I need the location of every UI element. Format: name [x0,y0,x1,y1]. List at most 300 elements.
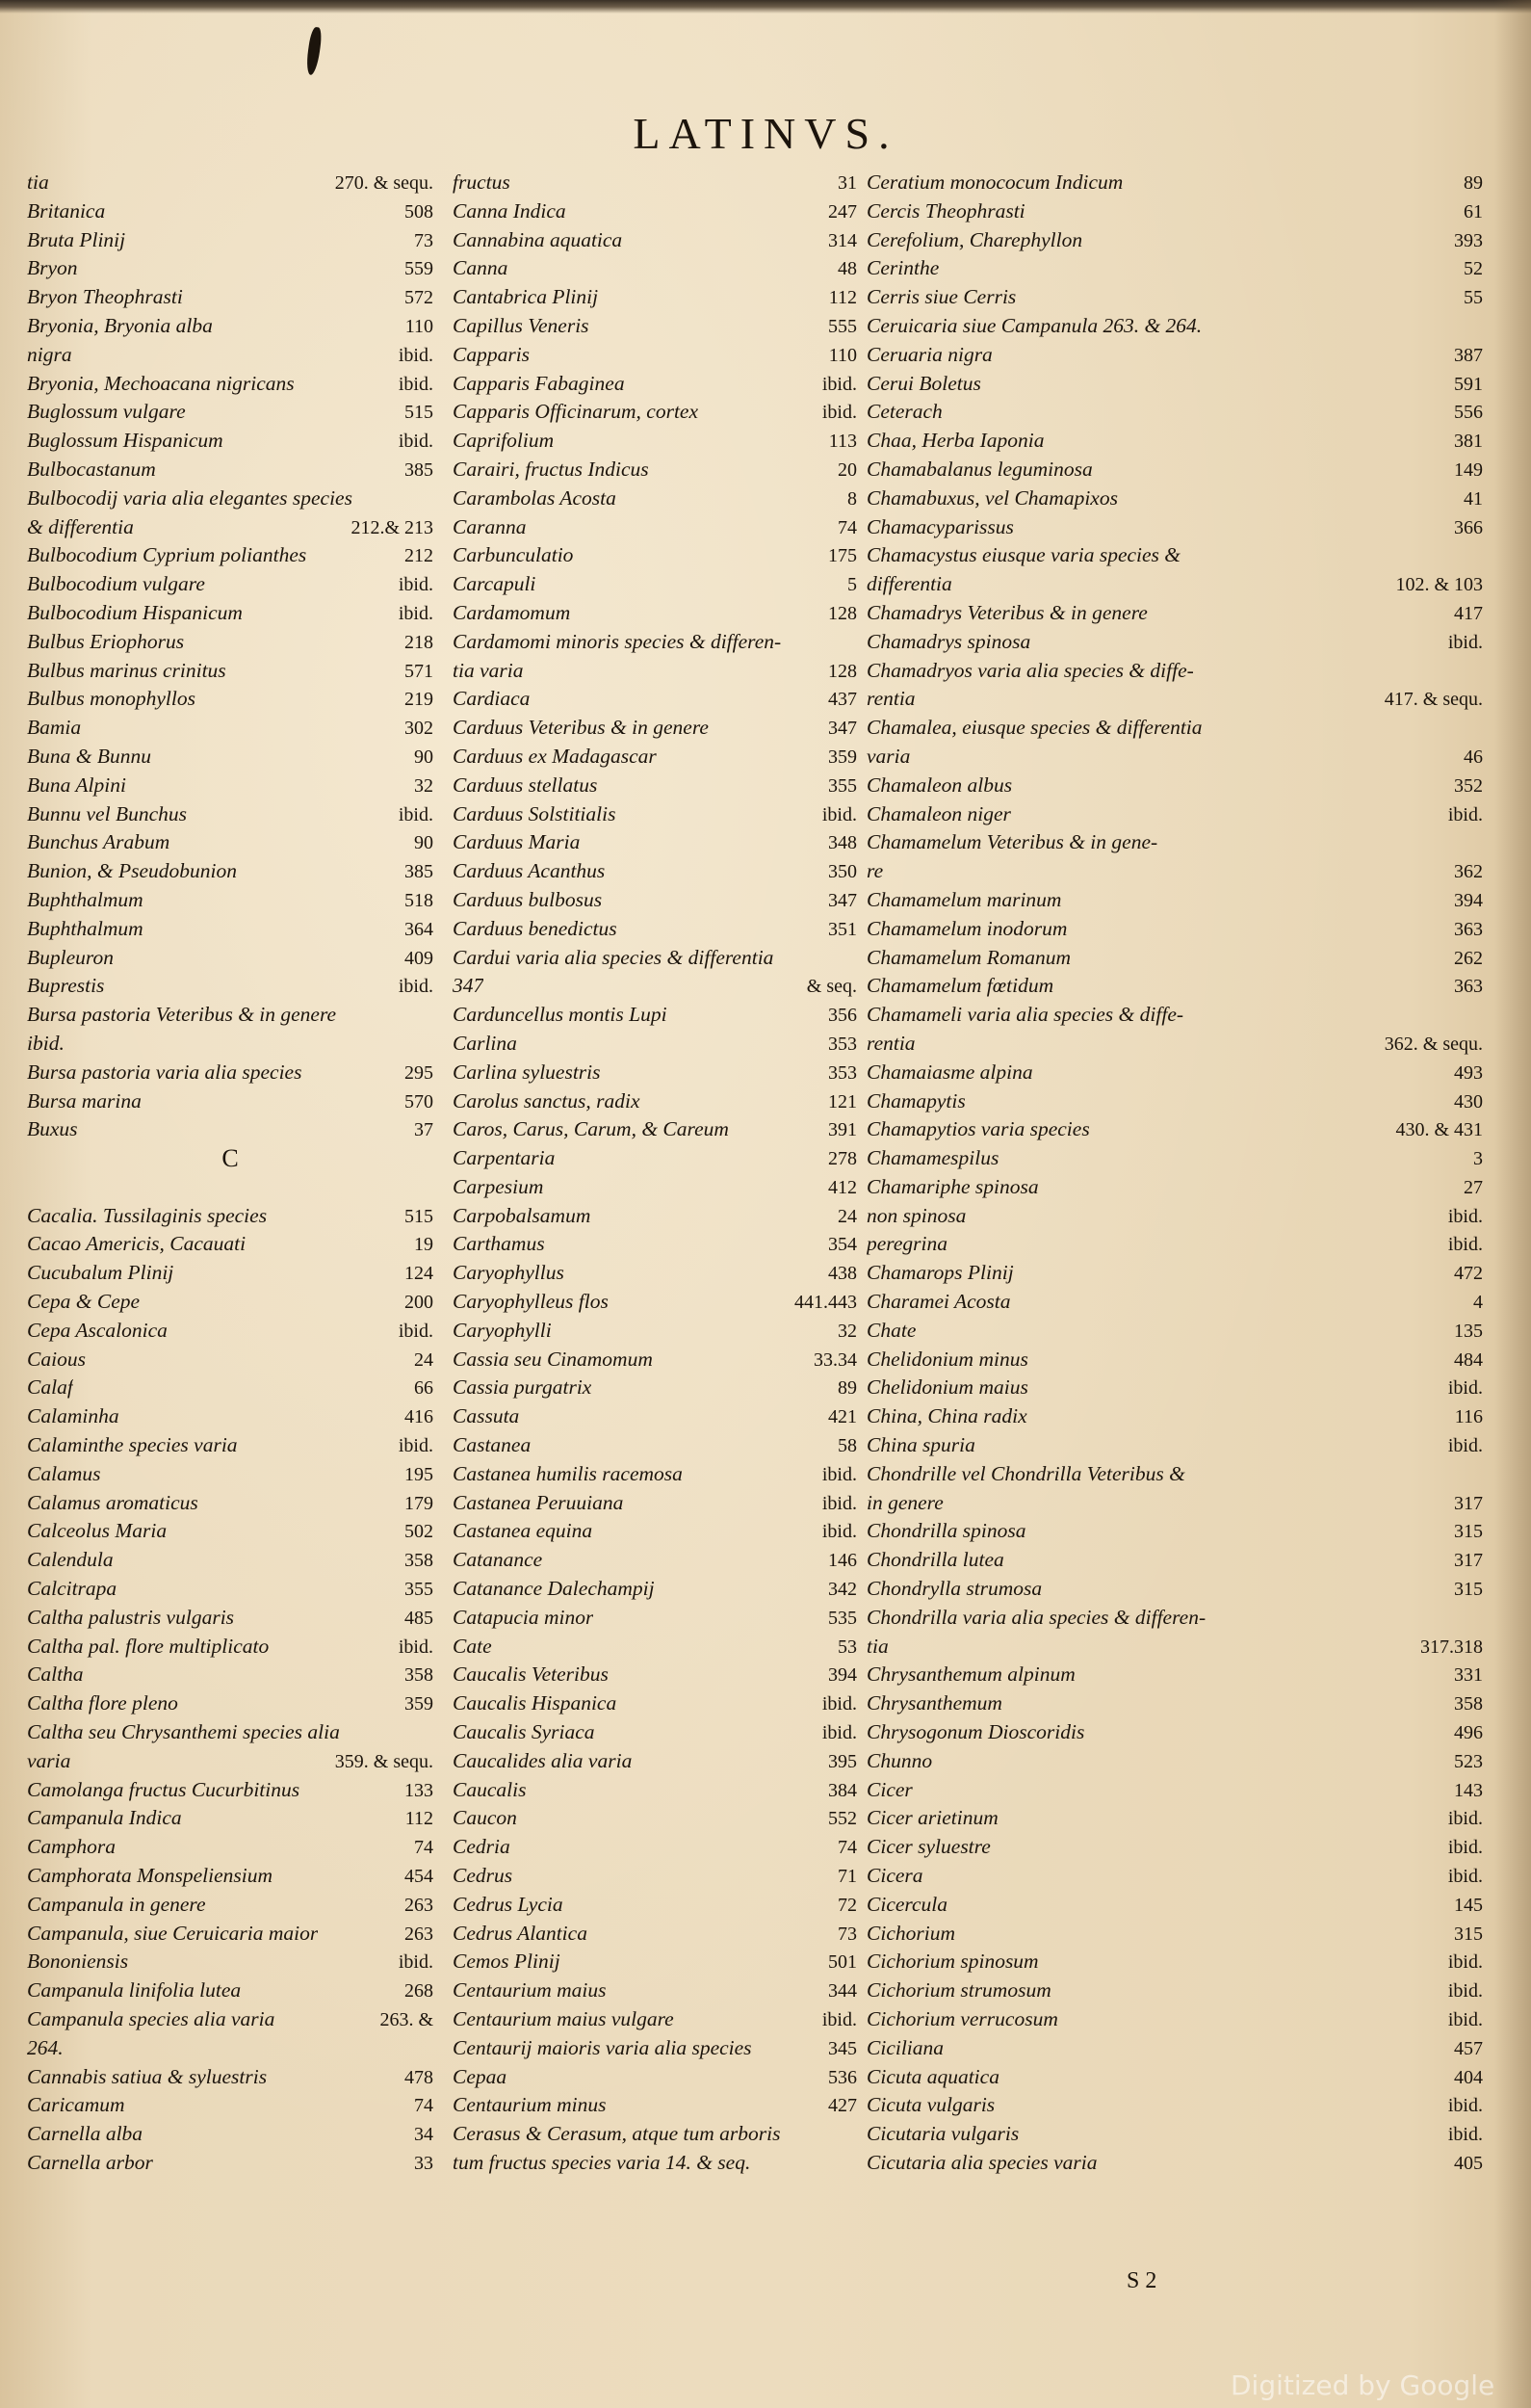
index-entry [27,628,433,657]
entry-term: Centaurium maius vulgare [453,2007,674,2030]
entry-term: Bursa pastoria varia alia species [27,1060,302,1084]
index-entry [27,312,433,341]
index-entry [453,1202,857,1231]
index-entry [453,1374,857,1402]
entry-page-ref: 405 [1454,2152,1483,2174]
entry-page-ref: 417. & sequ. [1384,689,1483,711]
index-entry [27,1460,433,1489]
index-entry [27,714,433,743]
index-entry [27,1173,433,1202]
letter-heading: C [221,1144,239,1173]
entry-page-ref: 262 [1454,947,1483,969]
index-entry [27,370,433,399]
entry-term: Chamacyparissus [867,514,1014,538]
entry-term: re [867,859,884,883]
entry-term: Chamapytis [867,1088,966,1112]
index-entry [867,398,1483,427]
index-entry [867,628,1483,657]
entry-term: Cacao Americis, Cacauati [27,1232,247,1256]
index-entry [867,685,1483,714]
entry-term: Cepa & Cepe [27,1290,141,1314]
entry-term: Chamaleon albus [867,772,1013,797]
index-entry [453,1001,857,1030]
index-entry [453,1230,857,1259]
entry-page-ref: 493 [1454,1061,1483,1084]
entry-term: Buphthalmum [27,887,143,911]
index-entry [453,197,857,226]
entry-page-ref: ibid. [1447,2124,1483,2146]
entry-term: Chondrilla varia alia species & differen- [867,1605,1207,1629]
entry-term: Cassuta [453,1404,520,1428]
entry-term: Calendula [27,1548,114,1572]
entry-term: Caltha flore pleno [27,1691,178,1715]
entry-page-ref: 268 [404,1980,433,2002]
entry-term: Cicuta vulgaris [867,2093,996,2117]
index-entry [867,1891,1483,1920]
index-entry [867,1517,1483,1546]
index-entry [867,1115,1483,1144]
index-entry [453,1489,857,1518]
entry-term: Chamabuxus, vel Chamapixos [867,485,1118,510]
index-entry [867,828,1483,857]
entry-term: Caucalis [453,1777,527,1801]
entry-term: differentia [867,572,952,596]
index-entry [27,1633,433,1662]
entry-term: non spinosa [867,1203,967,1227]
entry-term: Cedrus Alantica [453,1921,587,1945]
entry-term: Carlina syluestris [453,1060,601,1084]
index-entry [453,1804,857,1833]
index-entry [453,2149,857,2178]
index-entry [27,484,433,513]
entry-term: Carolus sanctus, radix [453,1088,640,1112]
entry-term: Chamamelum fœtidum [867,974,1054,998]
entry-term: Cannabina aquatica [453,227,623,251]
index-entry [27,915,433,944]
entry-term: Chelidonium minus [867,1347,1028,1371]
entry-term: Cerui Boletus [867,371,981,395]
index-entry [453,370,857,399]
index-entry [867,1862,1483,1891]
index-entry [867,1001,1483,1030]
index-entry [27,2005,433,2034]
entry-page-ref: 314 [828,229,857,251]
entry-term: Calamus aromaticus [27,1490,198,1514]
index-entry [27,1346,433,1374]
entry-page-ref: 353 [828,1033,857,1055]
entry-page-ref: 496 [1454,1722,1483,1744]
entry-page-ref: 5 [847,574,857,596]
entry-term: Buna Alpini [27,772,126,797]
index-entry [453,1288,857,1317]
entry-term: Castanea Peruuiana [453,1490,624,1514]
index-entry [453,283,857,312]
entry-term: Chondrilla spinosa [867,1519,1026,1543]
index-entry [867,1546,1483,1575]
index-entry [27,456,433,484]
entry-term: Chamabalanus leguminosa [867,457,1093,481]
index-entry [867,1633,1483,1662]
entry-term: tum fructus species varia 14. & seq. [453,2150,751,2174]
index-entry [27,1718,433,1747]
entry-term: Cucubalum Plinij [27,1261,174,1285]
entry-term: Ceterach [867,400,943,424]
entry-term: Cardamomi minoris species & differen- [453,629,782,653]
index-entry [27,427,433,456]
entry-term: Cicutaria vulgaris [867,2122,1020,2146]
index-entry [867,972,1483,1001]
index-entry [27,1776,433,1805]
entry-term: Cichorium strumosum [867,1978,1051,2002]
page-top-edge [0,0,1531,13]
index-entry [27,772,433,800]
entry-page-ref: 421 [828,1406,857,1428]
index-entry [867,1374,1483,1402]
index-entry [453,1402,857,1431]
entry-page-ref: 384 [828,1779,857,1801]
entry-term: Chondrilla lutea [867,1548,1004,1572]
entry-term: Bupleuron [27,945,114,969]
index-entry [867,2005,1483,2034]
entry-page-ref: 484 [1454,1348,1483,1371]
index-entry [27,1115,433,1144]
entry-page-ref: ibid. [1447,1205,1483,1227]
entry-term: varia [867,744,911,768]
index-entry [867,2120,1483,2149]
entry-page-ref: 61 [1464,200,1483,222]
index-entry [867,1230,1483,1259]
entry-term: Ceratium monococum Indicum [867,170,1124,194]
index-entry [27,1317,433,1346]
entry-page-ref: 315 [1454,1521,1483,1543]
entry-term: Cercis Theophrasti [867,198,1025,222]
index-entry [27,1288,433,1317]
entry-term: Cardamomum [453,600,571,624]
index-entry [27,1948,433,1976]
entry-term: Bryon [27,256,78,280]
index-entry [867,772,1483,800]
digitization-watermark: Digitized by Google [1231,2369,1495,2401]
entry-page-ref: 121 [828,1090,857,1112]
entry-term: Carduus Acanthus [453,859,606,883]
entry-page-ref: 571 [404,660,433,682]
entry-term: Bulbocodium Cyprium polianthes [27,543,307,567]
entry-term: Buxus [27,1117,78,1141]
entry-term: fructus [453,170,510,194]
entry-term: Cepa Ascalonica [27,1318,168,1342]
index-entry [453,1604,857,1633]
entry-term: Caranna [453,514,527,538]
entry-page-ref: ibid. [1447,1837,1483,1859]
entry-page-ref: 362. & sequ. [1384,1033,1483,1055]
entry-page-ref: 356 [828,1005,857,1027]
entry-term: Cacalia. Tussilaginis species [27,1203,268,1227]
entry-page-ref: 73 [838,1923,857,1945]
entry-term: in genere [867,1490,944,1514]
entry-term: Bursa marina [27,1088,142,1112]
entry-page-ref: ibid. [398,1320,433,1342]
index-entry [453,1633,857,1662]
entry-term: Chate [867,1318,917,1342]
entry-term: peregrina [867,1232,947,1256]
entry-page-ref: 27 [1464,1176,1483,1198]
entry-term: Capillus Veneris [453,313,589,337]
entry-term: Centaurij maioris varia alia species [453,2035,752,2059]
index-entry [453,427,857,456]
entry-term: Castanea equina [453,1519,593,1543]
index-entry [453,1144,857,1173]
entry-term: Carduus stellatus [453,772,598,797]
entry-term: Caryophyllus [453,1261,564,1285]
index-entry [867,1173,1483,1202]
index-entry [867,341,1483,370]
index-entry [867,1460,1483,1489]
index-entry [453,2034,857,2063]
entry-term: Campanula, siue Ceruicaria maior [27,1921,319,1945]
index-entry [453,1431,857,1460]
entry-page-ref: ibid. [821,1722,857,1744]
entry-term: Chamamelum marinum [867,887,1062,911]
entry-page-ref: 394 [1454,889,1483,911]
entry-term: Carduus bulbosus [453,887,603,911]
entry-page-ref: ibid. [821,1521,857,1543]
index-entry [453,2005,857,2034]
index-entry [27,857,433,886]
entry-term: Chrysanthemum [867,1691,1002,1715]
index-entry [867,1431,1483,1460]
entry-page-ref: 133 [404,1779,433,1801]
index-entry [867,283,1483,312]
index-entry [867,1689,1483,1718]
index-entry [27,254,433,283]
entry-term: Cichorium spinosum [867,1950,1039,1974]
entry-page-ref: & seq. [806,976,857,998]
index-entry [27,1001,433,1030]
entry-page-ref: 317 [1454,1492,1483,1514]
index-entry [867,1920,1483,1949]
index-entry [27,1202,433,1231]
entry-page-ref: 363 [1454,976,1483,998]
entry-term: Campanula linifolia lutea [27,1978,242,2002]
entry-term: Caucalis Syriaca [453,1720,595,1744]
entry-page-ref: 145 [1454,1894,1483,1916]
entry-term: Carcapuli [453,572,536,596]
index-entry [453,1948,857,1976]
entry-term: Camphorata Monspeliensium [27,1864,273,1888]
entry-page-ref: 179 [404,1492,433,1514]
entry-term: Cannabis satiua & syluestris [27,2064,268,2088]
entry-page-ref: ibid. [821,373,857,395]
index-entry [867,1087,1483,1116]
index-entry [27,743,433,772]
index-entry [453,1891,857,1920]
index-entry [27,1689,433,1718]
index-entry [453,972,857,1001]
entry-term: rentia [867,1031,916,1055]
entry-page-ref: ibid. [1447,1980,1483,2002]
entry-term: Chunno [867,1748,933,1772]
entry-term: Catanance [453,1548,543,1572]
entry-page-ref: 315 [1454,1579,1483,1601]
index-entry [453,1460,857,1489]
entry-term: Chondrylla strumosa [867,1577,1043,1601]
entry-term: Caltha [27,1662,84,1687]
entry-term: Carduncellus montis Lupi [453,1003,667,1027]
entry-page-ref: ibid. [1447,2009,1483,2030]
entry-page-ref: 381 [1454,431,1483,453]
entry-term: Camphora [27,1835,116,1859]
entry-page-ref: 34 [414,2124,433,2146]
index-entry [453,341,857,370]
index-entry [27,1891,433,1920]
index-entry [27,2034,433,2063]
entry-term: Carlina [453,1031,517,1055]
index-entry [27,1402,433,1431]
entry-page-ref: 552 [828,1808,857,1830]
index-entry [27,1862,433,1891]
index-entry [27,972,433,1001]
index-entry [27,1833,433,1862]
entry-page-ref: 212 [404,545,433,567]
entry-page-ref: 438 [828,1263,857,1285]
page-right-edge [1494,0,1531,2408]
index-entry [27,1575,433,1604]
index-entry [453,857,857,886]
entry-page-ref: 72 [838,1894,857,1916]
entry-page-ref: 212.& 213 [350,516,433,538]
entry-page-ref: 342 [828,1579,857,1601]
index-entry [867,169,1483,197]
entry-term: Carduus benedictus [453,916,617,940]
entry-term: Cicera [867,1864,923,1888]
index-entry [453,828,857,857]
entry-term: Cicer [867,1777,913,1801]
entry-page-ref: 347 [828,889,857,911]
entry-term: Caucalides alia varia [453,1748,633,1772]
entry-page-ref: ibid. [1447,1234,1483,1256]
index-entry [867,657,1483,686]
entry-term: Capparis Fabaginea [453,371,625,395]
entry-page-ref: 55 [1464,287,1483,309]
index-entry [453,628,857,657]
entry-page-ref: 485 [404,1607,433,1629]
entry-page-ref: 347 [828,718,857,740]
index-entry [453,1833,857,1862]
index-entry [867,1776,1483,1805]
entry-term: Caprifolium [453,429,555,453]
entry-term: Catapucia minor [453,1605,594,1629]
entry-page-ref: 263 [404,1894,433,1916]
entry-term: Caucalis Veteribus [453,1662,609,1687]
entry-page-ref: 572 [404,287,433,309]
index-entry [867,484,1483,513]
entry-term: Cerasus & Cerasum, atque tum arboris [453,2122,781,2146]
entry-term: Cicercula [867,1892,947,1916]
index-entry [867,1144,1483,1173]
entry-page-ref: 200 [404,1292,433,1314]
entry-term: Cemos Plinij [453,1950,560,1974]
entry-page-ref: 247 [828,200,857,222]
entry-page-ref: 472 [1454,1263,1483,1285]
entry-term: Caltha pal. flore multiplicato [27,1634,270,1658]
entry-page-ref: 366 [1454,516,1483,538]
entry-page-ref: 113 [828,431,857,453]
entry-page-ref: 128 [828,602,857,624]
entry-page-ref: 48 [838,258,857,280]
entry-term: Chamadrys spinosa [867,629,1031,653]
entry-term: Centaurium maius [453,1978,607,2002]
index-entry [453,1030,857,1059]
index-entry [27,513,433,542]
index-entry [867,197,1483,226]
entry-page-ref: 394 [828,1664,857,1687]
entry-page-ref: 350 [828,861,857,883]
entry-page-ref: 358 [1454,1693,1483,1715]
entry-page-ref: 33.34 [814,1348,857,1371]
entry-term: Bruta Plinij [27,227,126,251]
entry-term: Bryonia, Mechoacana nigricans [27,371,295,395]
entry-page-ref: 263. & [379,2009,433,2030]
entry-term: Caryophylleus flos [453,1290,609,1314]
index-entry [867,1948,1483,1976]
entry-term: Canna [453,256,508,280]
index-entry [867,2149,1483,2178]
entry-page-ref: 31 [838,172,857,194]
entry-term: Chamapytios varia species [867,1117,1090,1141]
entry-page-ref: 515 [404,402,433,424]
entry-page-ref: 391 [828,1119,857,1141]
index-entry [27,398,433,427]
entry-term: Carduus Maria [453,830,581,854]
index-entry [27,1517,433,1546]
entry-page-ref: ibid. [1447,631,1483,653]
entry-page-ref: 430 [1454,1090,1483,1112]
index-entry [27,886,433,915]
entry-term: Chelidonium maius [867,1375,1028,1400]
entry-term: Castanea [453,1433,532,1457]
index-entry [867,1202,1483,1231]
entry-term: Bulbus Eriophorus [27,629,185,653]
index-entry [453,1976,857,2005]
index-entry [453,1059,857,1087]
entry-page-ref: 331 [1454,1664,1483,1687]
entry-page-ref: 149 [1454,458,1483,481]
entry-term: Chamaiasme alpina [867,1060,1033,1084]
entry-term: Caryophylli [453,1318,552,1342]
entry-term: Cichorium [867,1921,955,1945]
index-entry [867,370,1483,399]
index-entry [27,2149,433,2178]
entry-term: Carbunculatio [453,543,574,567]
entry-term: Cicer syluestre [867,1835,991,1859]
entry-term: Cedria [453,1835,510,1859]
index-entry [453,886,857,915]
entry-page-ref: ibid. [398,602,433,624]
index-entry [867,2091,1483,2120]
entry-page-ref: ibid. [1447,1377,1483,1400]
entry-page-ref: 348 [828,832,857,854]
entry-term: Campanula species alia varia [27,2007,275,2030]
entry-term: ibid. [27,1031,65,1055]
entry-page-ref: ibid. [398,344,433,366]
index-entry [867,1976,1483,2005]
entry-page-ref: 219 [404,689,433,711]
entry-page-ref: 20 [838,458,857,481]
entry-term: Chrysanthemum alpinum [867,1662,1076,1687]
entry-page-ref: 404 [1454,2066,1483,2088]
entry-page-ref: 518 [404,889,433,911]
index-entry [453,312,857,341]
